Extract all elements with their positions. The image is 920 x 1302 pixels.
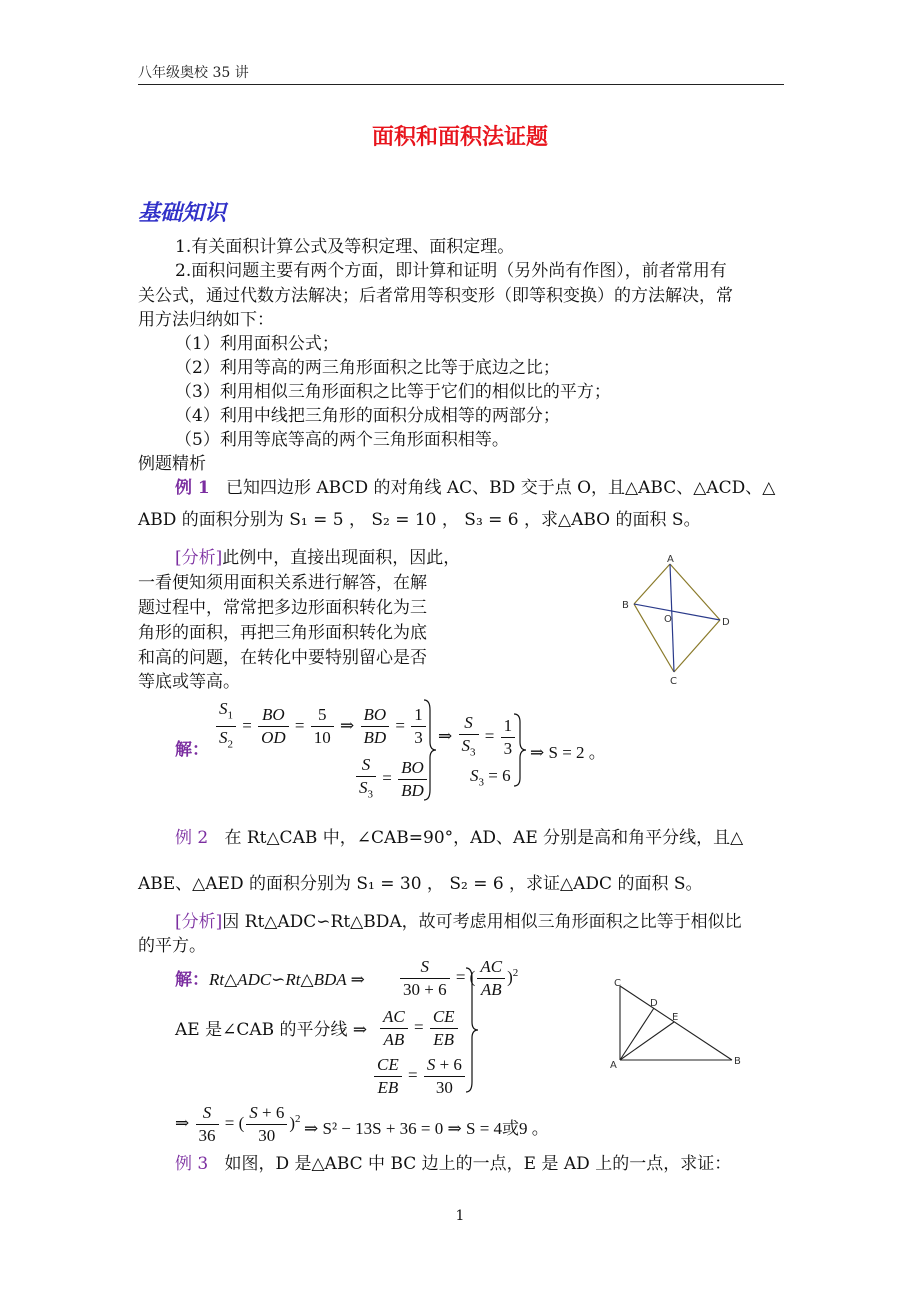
solution-2-final: ⇒ S² − 13S + 36 = 0 ⇒ S = 4或9 。	[304, 1119, 549, 1138]
solution-2-eq3: $\frac{CE}{EB}$ = $\frac{S + 6}{30}$	[372, 1054, 467, 1099]
fig1-label: C	[670, 676, 677, 687]
brace	[512, 712, 528, 788]
example-1-line2: ABD 的面积分别为 S₁ = 5 ， S₂ = 10 ， S₃ = 6 ，求△ABO 的面积 S。	[138, 510, 701, 530]
fig1-label: B	[622, 600, 629, 611]
solution-1-result: ⇒ S = 2 。	[530, 743, 606, 762]
analysis-label: [分析]	[175, 912, 223, 932]
example-3-text: 如图，D 是△ABC 中 BC 边上的一点，E 是 AD 上的一点，求证：	[224, 1154, 732, 1174]
solution-2-line1	[175, 968, 365, 992]
solution-1-eq3: ⇒ $\frac{S}{S_3}$ = $\frac{1}{3}$	[438, 712, 517, 763]
method-item: （3）利用相似三角形面积之比等于它们的相似比的平方；	[175, 382, 611, 402]
analysis-text: 和高的问题，在转化中要特别留心是否	[138, 648, 427, 668]
method-item: （5）利用等底等高的两个三角形面积相等。	[175, 430, 509, 450]
brace	[464, 966, 480, 1094]
page-number: 1	[455, 1208, 465, 1224]
method-item: （1）利用面积公式；	[175, 334, 339, 354]
fig1-label: D	[722, 617, 730, 628]
basics-p1: 1.有关面积计算公式及等积定理、面积定理。	[175, 237, 515, 257]
brace	[422, 698, 438, 802]
solution-2-label: 解：	[175, 970, 209, 990]
method-item: （4）利用中线把三角形的面积分成相等的两部分；	[175, 406, 560, 426]
example-2-text: 在 Rt△CAB 中，∠CAB=90°，AD、AE 分别是高和角平分线，且△	[224, 828, 744, 848]
right-triangle-figure	[606, 976, 756, 1072]
examples-heading: 例题精析	[138, 454, 206, 474]
example-2-label: 例 2	[175, 828, 209, 848]
solution-2-step1: Rt△ADC∽Rt△BDA ⇒	[209, 970, 365, 989]
fig2-label: A	[610, 1060, 617, 1071]
example-1-text: 已知四边形 ABCD 的对角线 AC、BD 交于点 O，且△ABC、△ACD、△	[225, 478, 776, 498]
example-3	[175, 1152, 731, 1176]
analysis-label: [分析]	[175, 548, 223, 568]
page-header: 八年级奥校 35 讲	[138, 65, 249, 81]
example-1-analysis-line	[175, 546, 460, 570]
example-2-analysis	[175, 910, 742, 934]
fig1-label: A	[667, 554, 674, 565]
solution-1-label: 解：	[175, 740, 209, 760]
solution-2-step2: AE 是∠CAB 的平分线 ⇒	[175, 1020, 368, 1040]
analysis-text: 此例中，直接出现面积，因此，	[222, 548, 461, 568]
example-3-label: 例 3	[175, 1154, 209, 1174]
analysis-text: 角形的面积，再把三角形面积转化为底	[138, 623, 427, 643]
analysis-text: 一看便知须用面积关系进行解答，在解	[138, 573, 427, 593]
example-2-line1	[175, 826, 743, 850]
solution-2-eq2: $\frac{AC}{AB}$ = $\frac{CE}{EB}$	[378, 1006, 460, 1051]
example-1-label: 例 1	[175, 478, 210, 498]
fig2-label: B	[734, 1056, 741, 1067]
example-1-line1	[175, 476, 775, 500]
page-title: 面积和面积法证题	[371, 125, 548, 150]
solution-1-eq1: $\frac{S_1}{S_2}$ = $\frac{BO}{OD}$ = $\frac{5}{10}$ ⇒ $\frac{BO}{BD}$ = $\frac{1}{3}$	[214, 698, 428, 756]
header-divider	[138, 84, 784, 85]
method-item: （2）利用等高的两三角形面积之比等于底边之比；	[175, 358, 560, 378]
analysis-text: 等底或等高。	[138, 672, 240, 692]
section-heading: 基础知识	[138, 201, 227, 226]
analysis-text: 因 Rt△ADC∽Rt△BDA，故可考虑用相似三角形面积之比等于相似比	[222, 912, 742, 932]
fig1-label: O	[664, 614, 672, 625]
basics-p2c: 用方法归纳如下：	[138, 310, 274, 330]
solution-2-eq4: ⇒ $\frac{S}{36}$ = ( $\frac{S + 6}{30}$ )$^2$	[175, 1103, 301, 1145]
fig2-label: C	[614, 978, 621, 989]
solution-1-eq2: $\frac{S}{S_3}$ = $\frac{BO}{BD}$	[354, 754, 429, 805]
quadrilateral-figure	[618, 552, 748, 687]
basics-p2a: 2.面积问题主要有两个方面，即计算和证明（另外尚有作图），前者常用有	[175, 261, 727, 281]
analysis-text: 题过程中，常常把多边形面积转化为三	[138, 598, 427, 618]
solution-2-eq1: $\frac{S}{30 + 6}$ = ( $\frac{AC}{AB}$ )$^2$	[398, 956, 518, 1001]
solution-1-eq4: $S_3 = 6$	[470, 766, 511, 789]
fig2-label: D	[650, 998, 658, 1009]
fig2-label: E	[672, 1012, 679, 1023]
example-2-line2: ABE、△AED 的面积分别为 S₁ = 30 ， S₂ = 6 ，求证△ADC 的面积 S。	[138, 874, 703, 894]
analysis-text: 的平方。	[138, 936, 206, 956]
basics-p2b: 关公式，通过代数方法解决；后者常用等积变形（即等积变换）的方法解决，常	[138, 286, 733, 306]
